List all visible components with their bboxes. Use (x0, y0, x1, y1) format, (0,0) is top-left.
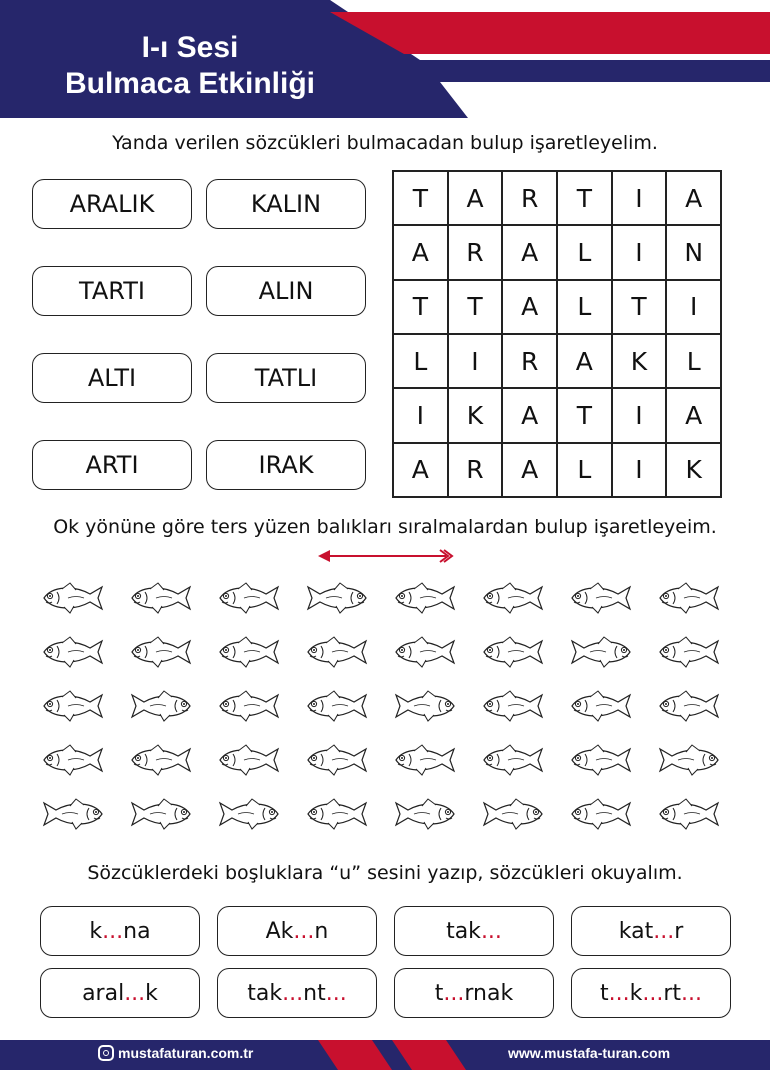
word-box: TATLI (206, 353, 366, 403)
grid-cell: A (666, 388, 721, 442)
grid-cell: T (448, 280, 503, 334)
word-part: k (629, 980, 643, 1006)
instruction-fill-blanks: Sözcüklerdeki boşluklara “u” sesini yazıp, sözcükleri okuyalım. (87, 862, 683, 884)
grid-cell: A (393, 443, 448, 497)
fill-word-box (571, 968, 731, 1018)
fish-left-icon (132, 583, 190, 613)
fish-right-icon (572, 637, 630, 667)
fish-left-icon (484, 583, 542, 613)
fish-right-icon (132, 799, 190, 829)
grid-cell: K (612, 334, 667, 388)
page-title (40, 30, 340, 102)
fish-left-icon (572, 799, 630, 829)
fill-word-box (394, 968, 554, 1018)
word-box: ARALIK (32, 179, 192, 229)
grid-cell: I (393, 388, 448, 442)
instagram-icon (98, 1045, 114, 1061)
fish-left-icon (572, 583, 630, 613)
fish-left-icon (44, 745, 102, 775)
fish-left-icon (308, 799, 366, 829)
fish-right-icon (484, 799, 542, 829)
grid-cell: A (502, 388, 557, 442)
fill-word-box (217, 968, 377, 1018)
fish-left-icon (660, 691, 718, 721)
instruction-fish: Ok yönüne göre ters yüzen balıkları sıralmalardan bulup işaretleyeim. (53, 516, 717, 538)
fish-right-icon (396, 691, 454, 721)
grid-cell: L (557, 443, 612, 497)
letter-grid (392, 170, 722, 498)
fish-left-icon (484, 637, 542, 667)
fish-left-icon (44, 583, 102, 613)
fish-right-icon (44, 799, 102, 829)
blank-dots: ... (102, 918, 124, 944)
fish-left-icon (308, 637, 366, 667)
word-box: KALIN (206, 179, 366, 229)
grid-cell: I (448, 334, 503, 388)
fill-word-box (571, 906, 731, 956)
fish-left-icon (572, 745, 630, 775)
fish-left-icon (660, 583, 718, 613)
fish-left-icon (220, 637, 278, 667)
word-part: t (434, 980, 444, 1006)
word-part: n (314, 918, 329, 944)
grid-cell: I (612, 171, 667, 225)
grid-cell: A (393, 225, 448, 279)
blank-dots: ... (443, 980, 465, 1006)
word-part: k (89, 918, 103, 944)
grid-cell: T (393, 171, 448, 225)
grid-cell: A (557, 334, 612, 388)
blank-dots: ... (653, 918, 675, 944)
direction-arrow-icon (318, 548, 454, 564)
fish-left-icon (484, 691, 542, 721)
word-box: ALTI (32, 353, 192, 403)
grid-cell: R (448, 225, 503, 279)
footer-instagram[interactable] (98, 1045, 253, 1061)
footer-website[interactable]: www.mustafa-turan.com (508, 1045, 671, 1061)
grid-cell: R (502, 171, 557, 225)
grid-cell: L (557, 280, 612, 334)
word-part: aral (82, 980, 125, 1006)
instruction-word-search: Yanda verilen sözcükleri bulmacadan bulup işaretleyelim. (112, 132, 658, 154)
word-part: nt (303, 980, 326, 1006)
grid-cell: I (666, 280, 721, 334)
fish-left-icon (396, 745, 454, 775)
fish-left-icon (308, 691, 366, 721)
fish-left-icon (308, 745, 366, 775)
fish-left-icon (396, 637, 454, 667)
fish-right-icon (220, 799, 278, 829)
grid-cell: T (557, 171, 612, 225)
grid-cell: I (612, 225, 667, 279)
fish-left-icon (220, 745, 278, 775)
grid-cell: I (612, 388, 667, 442)
fish-left-icon (44, 691, 102, 721)
header-banner (0, 0, 770, 118)
grid-cell: L (666, 334, 721, 388)
word-part: tak (247, 980, 283, 1006)
grid-cell: T (612, 280, 667, 334)
word-box: IRAK (206, 440, 366, 490)
grid-cell: K (448, 388, 503, 442)
word-part: Ak (265, 918, 294, 944)
blank-dots: ... (642, 980, 664, 1006)
grid-cell: I (612, 443, 667, 497)
word-part: rnak (464, 980, 514, 1006)
blank-dots: ... (325, 980, 347, 1006)
word-part: tak (446, 918, 481, 944)
title-line-1: I-ı Sesi (141, 31, 239, 64)
fill-word-box (217, 906, 377, 956)
word-part: r (674, 918, 684, 944)
fish-left-icon (132, 637, 190, 667)
fish-right-icon (308, 583, 366, 613)
grid-cell: R (502, 334, 557, 388)
grid-cell: A (502, 225, 557, 279)
word-box: TARTI (32, 266, 192, 316)
grid-cell: L (393, 334, 448, 388)
grid-cell: R (448, 443, 503, 497)
fish-left-icon (132, 745, 190, 775)
word-box: ARTI (32, 440, 192, 490)
fill-word-box (40, 906, 200, 956)
fish-left-icon (572, 691, 630, 721)
fish-left-icon (484, 745, 542, 775)
grid-cell: T (557, 388, 612, 442)
fish-left-icon (660, 637, 718, 667)
word-part: k (145, 980, 158, 1006)
blank-dots: ... (480, 918, 502, 944)
grid-cell: L (557, 225, 612, 279)
fish-left-icon (396, 583, 454, 613)
grid-cell: A (448, 171, 503, 225)
blank-dots: ... (608, 980, 630, 1006)
fish-left-icon (220, 691, 278, 721)
word-part: kat (618, 918, 654, 944)
grid-cell: N (666, 225, 721, 279)
grid-cell: A (502, 280, 557, 334)
fill-word-box (394, 906, 554, 956)
fish-grid (38, 578, 738, 840)
word-part: t (599, 980, 609, 1006)
fish-left-icon (660, 799, 718, 829)
fish-right-icon (132, 691, 190, 721)
grid-cell: T (393, 280, 448, 334)
word-box: ALIN (206, 266, 366, 316)
title-line-2: Bulmaca Etkinliği (64, 67, 316, 100)
fish-left-icon (44, 637, 102, 667)
fill-word-box (40, 968, 200, 1018)
footer-left-text: mustafaturan.com.tr (118, 1045, 254, 1061)
blank-dots: ... (282, 980, 304, 1006)
blank-dots: ... (681, 980, 702, 1006)
fish-right-icon (396, 799, 454, 829)
grid-cell: A (502, 443, 557, 497)
word-part: na (123, 918, 151, 944)
grid-cell: K (666, 443, 721, 497)
word-part: rt (663, 980, 682, 1006)
fish-right-icon (660, 745, 718, 775)
grid-cell: A (666, 171, 721, 225)
blank-dots: ... (124, 980, 146, 1006)
blank-dots: ... (293, 918, 315, 944)
fish-left-icon (220, 583, 278, 613)
